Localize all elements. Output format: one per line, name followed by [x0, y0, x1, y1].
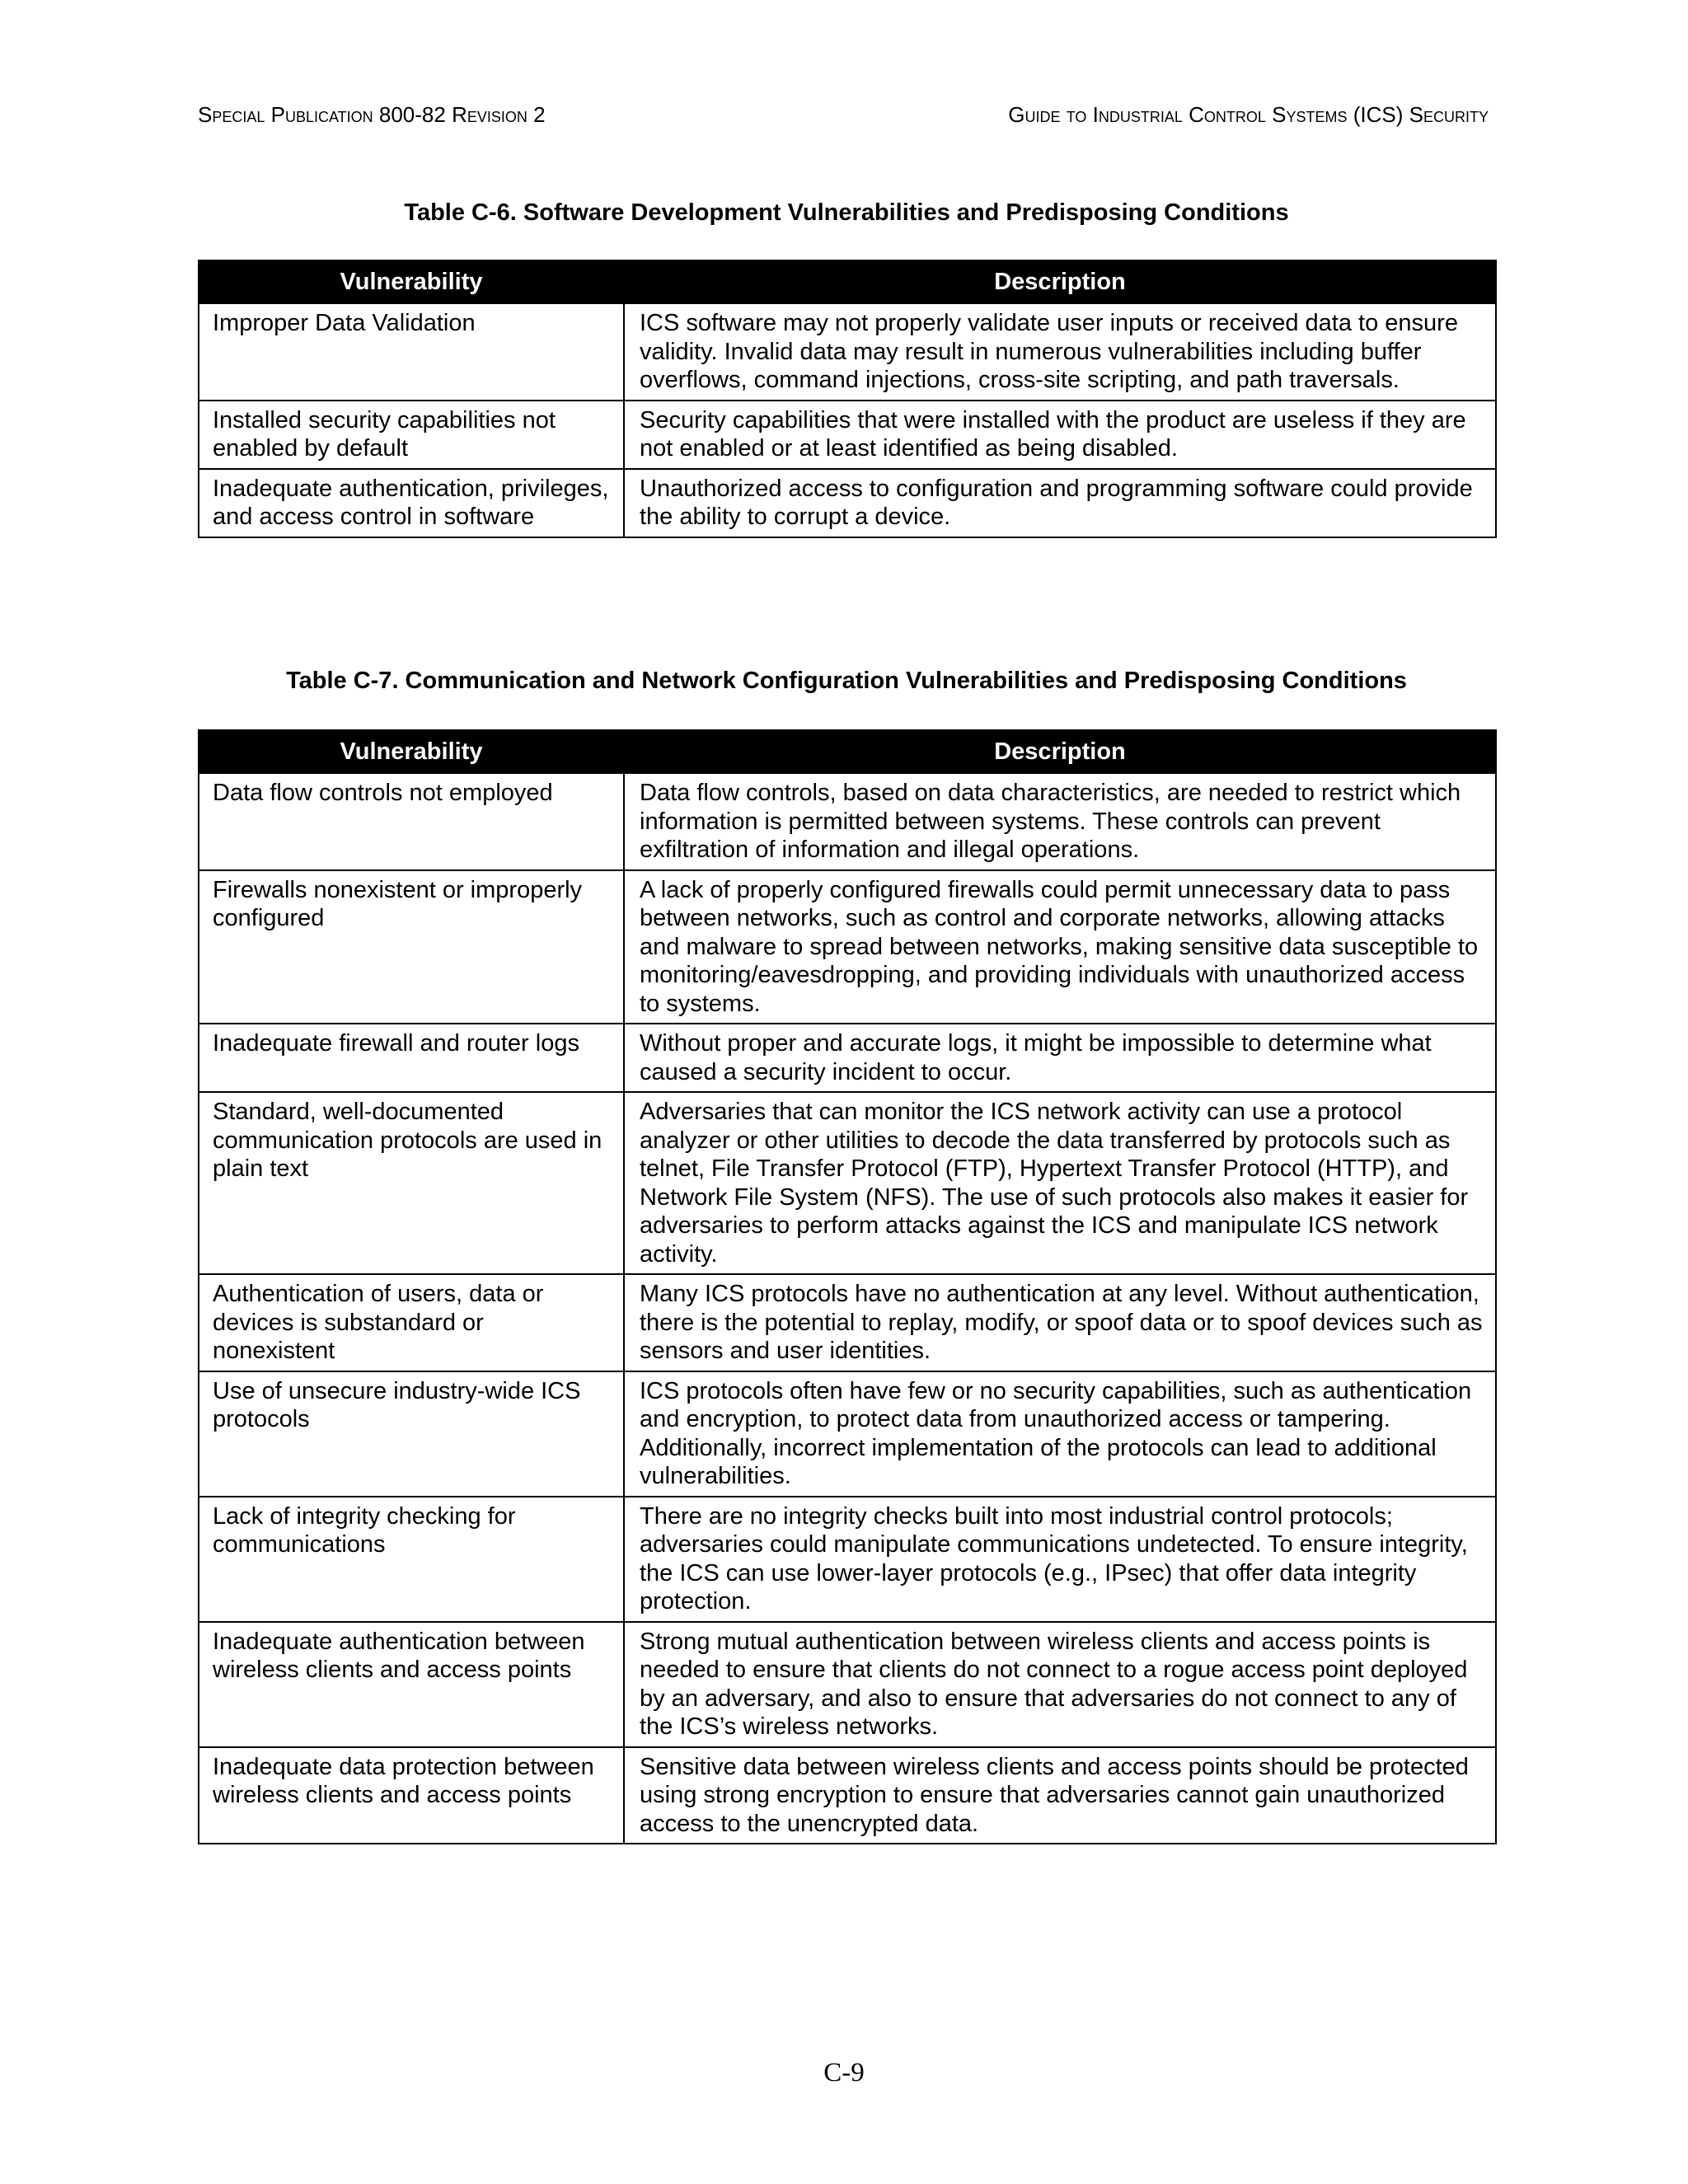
vulnerability-cell: Inadequate firewall and router logs — [199, 1024, 624, 1092]
description-cell: A lack of properly configured firewalls could permit unnecessary data to pass between networks, such as control and corporate networks, allowing attacks and malware to spread between networks, making sensitive data susceptible to monitoring/eavesdropping, and providing individuals with unauthorized access to systems. — [624, 870, 1496, 1024]
table-c7-caption: Table C-7. Communication and Network Configuration Vulnerabilities and Predisposing Conditions — [286, 668, 1407, 694]
vulnerability-cell: Lack of integrity checking for communications — [199, 1497, 624, 1622]
vulnerability-cell: Data flow controls not employed — [199, 773, 624, 870]
page-number: C-9 — [823, 2058, 865, 2088]
vulnerability-cell: Improper Data Validation — [199, 303, 624, 401]
vulnerability-cell: Inadequate authentication, privileges, and access control in software — [199, 469, 624, 537]
description-cell: Unauthorized access to configuration and programming software could provide the ability to corrupt a device. — [624, 469, 1496, 537]
table-row — [199, 1274, 1496, 1371]
column-header-description: Description — [624, 730, 1496, 773]
vulnerability-cell: Installed security capabilities not enabled by default — [199, 401, 624, 469]
header-publication: Special Publication 800-82 Revision 2 — [198, 102, 546, 127]
table-header-row — [199, 260, 1496, 303]
description-cell: Adversaries that can monitor the ICS network activity can use a protocol analyzer or other utilities to decode the data transferred by protocols such as telnet, File Transfer Protocol (FTP), Hypertext Transfer Protocol (HTTP), and Network File System (NFS). The use of such protocols also makes it easier for adversaries to perform attacks against the ICS and manipulate ICS network activity. — [624, 1092, 1496, 1274]
table-row — [199, 1371, 1496, 1497]
table-c7 — [198, 729, 1497, 1844]
description-cell: ICS protocols often have few or no security capabilities, such as authentication and encryption, to protect data from unauthorized access or tampering. Additionally, incorrect implementation of the protocols can lead to additional vulnerabilities. — [624, 1371, 1496, 1497]
running-header — [198, 100, 1489, 129]
description-cell: Sensitive data between wireless clients and access points should be protected using strong encryption to ensure that adversaries cannot gain unauthorized access to the unencrypted data. — [624, 1747, 1496, 1844]
column-header-vulnerability: Vulnerability — [199, 730, 624, 773]
table-row — [199, 773, 1496, 870]
table-row — [199, 870, 1496, 1024]
description-cell: Without proper and accurate logs, it might be impossible to determine what caused a security incident to occur. — [624, 1024, 1496, 1092]
description-cell: ICS software may not properly validate user inputs or received data to ensure validity. Invalid data may result in numerous vulnerabilities including buffer overflows, command injections, cross-site scripting, and path traversals. — [624, 303, 1496, 401]
vulnerability-cell: Authentication of users, data or devices is substandard or nonexistent — [199, 1274, 624, 1371]
table-row — [199, 469, 1496, 537]
description-cell: Many ICS protocols have no authentication at any level. Without authentication, there is the potential to replay, modify, or spoof data or to spoof devices such as sensors and user identities. — [624, 1274, 1496, 1371]
description-cell: Data flow controls, based on data characteristics, are needed to restrict which information is permitted between systems. These controls can prevent exfiltration of information and illegal operations. — [624, 773, 1496, 870]
vulnerability-cell: Standard, well-documented communication protocols are used in plain text — [199, 1092, 624, 1274]
table-row — [199, 303, 1496, 401]
column-header-description: Description — [624, 260, 1496, 303]
description-cell: There are no integrity checks built into most industrial control protocols; adversaries could manipulate communications undetected. To ensure integrity, the ICS can use lower-layer protocols (e.g., IPsec) that offer data integrity protection. — [624, 1497, 1496, 1622]
table-c6 — [198, 260, 1497, 538]
vulnerability-cell: Firewalls nonexistent or improperly configured — [199, 870, 624, 1024]
header-guide-title: Guide to Industrial Control Systems (ICS) Security — [1008, 102, 1489, 127]
vulnerability-cell: Inadequate data protection between wireless clients and access points — [199, 1747, 624, 1844]
table-row — [199, 1024, 1496, 1092]
table-row — [199, 1497, 1496, 1622]
table-header-row — [199, 730, 1496, 773]
table-row — [199, 1622, 1496, 1747]
table-row — [199, 401, 1496, 469]
vulnerability-cell: Inadequate authentication between wireless clients and access points — [199, 1622, 624, 1747]
description-cell: Security capabilities that were installed with the product are useless if they are not enabled or at least identified as being disabled. — [624, 401, 1496, 469]
column-header-vulnerability: Vulnerability — [199, 260, 624, 303]
table-row — [199, 1092, 1496, 1274]
table-c6-caption: Table C-6. Software Development Vulnerabilities and Predisposing Conditions — [404, 199, 1289, 226]
vulnerability-cell: Use of unsecure industry-wide ICS protocols — [199, 1371, 624, 1497]
description-cell: Strong mutual authentication between wireless clients and access points is needed to ensure that clients do not connect to a rogue access point deployed by an adversary, and also to ensure that adversaries do not connect to any of the ICS’s wireless networks. — [624, 1622, 1496, 1747]
table-row — [199, 1747, 1496, 1844]
